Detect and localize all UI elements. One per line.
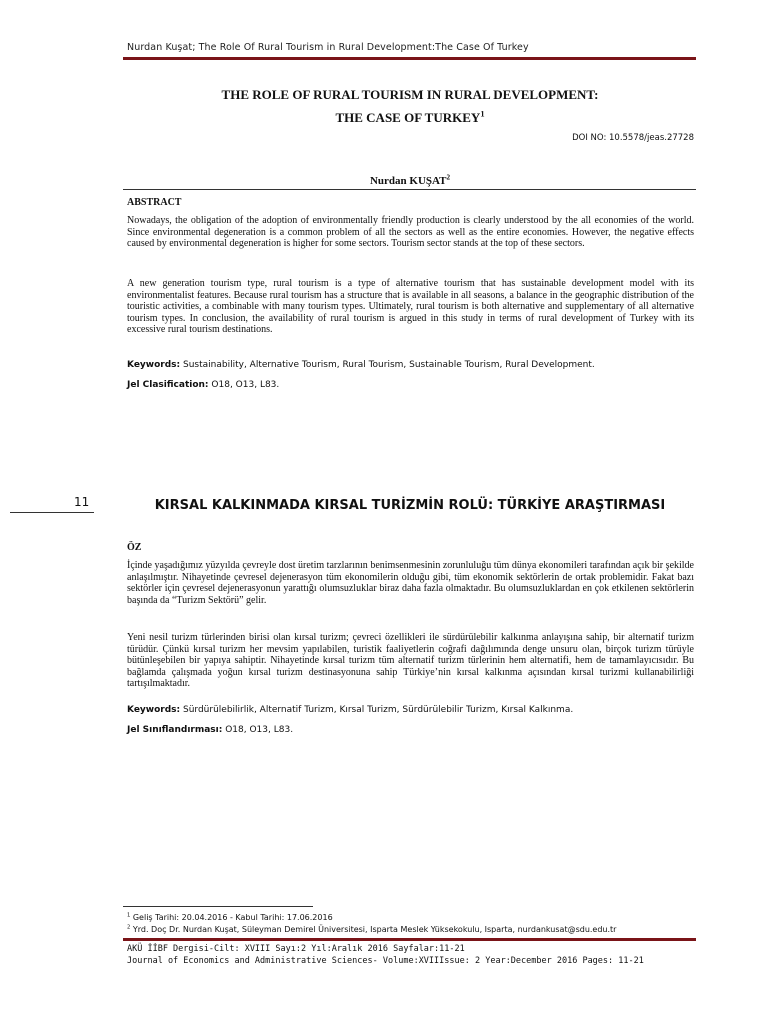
footnote-rule — [123, 906, 313, 907]
paper-title-line-1: THE ROLE OF RURAL TOURISM IN RURAL DEVELOPMENT: — [221, 87, 599, 102]
footnote-2-text: Yrd. Doç Dr. Nurdan Kuşat, Süleyman Demirel Üniversitesi, Isparta Meslek Yüksekokulu, Isparta, nurdankusat@sdu.edu.tr — [132, 925, 617, 934]
jel-text: O18, O13, L83. — [211, 380, 280, 390]
footnote-2 — [127, 925, 616, 934]
author-name — [120, 175, 700, 187]
oz-keywords-text: Sürdürülebilirlik, Alternatif Turizm, Kırsal Turizm, Sürdürülebilir Turizm, Kırsal Kalkınma. — [183, 705, 574, 715]
page-number-rule — [10, 512, 94, 513]
paper-title-line-2 — [120, 110, 700, 126]
abstract-keywords — [127, 360, 694, 370]
footnote-1-mark: 1 — [127, 912, 131, 919]
oz-heading: ÖZ — [127, 542, 142, 553]
author-rule — [123, 189, 696, 190]
author-name-text: Nurdan KUŞAT — [369, 175, 447, 187]
abstract-paragraph-1: Nowadays, the obligation of the adoption of environmentally friendly production is clearly understood by the all economies of the world. Since environmental degeneration is a common problem of all the sectors as well as the entire economies. However, the negative effects caused by environmental degeneration is higher for some sectors. Tourism sector stands at the top of these sectors. — [127, 215, 694, 250]
keywords-label: Keywords: — [127, 360, 181, 370]
journal-line-1: AKÜ İİBF Dergisi-Cilt: XVIII Sayı:2 Yıl:Aralık 2016 Sayfalar:11-21 — [127, 944, 465, 954]
oz-jel — [127, 725, 694, 735]
paper-title-text: THE CASE OF TURKEY — [335, 110, 481, 125]
oz-paragraph-1: İçinde yaşadığımız yüzyılda çevreyle dost üretim tarzlarının benimsenmesinin zorunluluğu tüm dünya ekonomileri tarafından açık bir şekilde anlaşılmıştır. Nihayetinde çevresel dejenerasyon tüm ekonomilerin olduğu gibi, tüm ekonomik sektörlerin de ortak problemidir. Fakat bazı sektörler için çevresel dejenerasyonun yarattığı olumsuzluklar biraz daha fazla olmaktadır. Bu olumsuzluklardan en çok etkilenen sektörlerin başında da “Turizm Sektörü” gelir. — [127, 560, 694, 606]
footnote-1-text: Geliş Tarihi: 20.04.2016 - Kabul Tarihi: 17.06.2016 — [132, 913, 333, 922]
header-rule — [123, 57, 696, 60]
oz-paragraph-2: Yeni nesil turizm türlerinden birisi olan kırsal turizm; çevreci özellikleri ile sürdürülebilir kalkınma anlayışına sahip, bir alternatif turizm türüdür. Çünkü kırsal turizm her mevsim yapılabilen, turistik faaliyetlerin coğrafi dağılımında denge unsuru olan, birçok turizm türüyle bütünleşebilen bir yapıya sahiptir. Nihayetinde kırsal turizm tüm alternatif turizm türlerinin hem alternatifi, hem de tamamlayıcısıdır. Bu bağlamda çalışmada yoğun kırsal turizm destinasyonuna sahip Türkiye’nin kırsal kalkınma açısından kırsal turizmi kullanabilirliği tartışılmaktadır. — [127, 632, 694, 690]
running-header: Nurdan Kuşat; The Role Of Rural Tourism in Rural Development:The Case Of Turkey — [127, 42, 529, 53]
turkish-title: KIRSAL KALKINMADA KIRSAL TURİZMİN ROLÜ: TÜRKİYE ARAŞTIRMASI — [154, 498, 666, 513]
abstract-heading: ABSTRACT — [127, 197, 182, 208]
footnote-1 — [127, 913, 333, 922]
bottom-rule — [123, 938, 696, 941]
oz-keywords — [127, 705, 694, 715]
footnote-2-mark: 2 — [127, 924, 131, 931]
doi-number: DOI NO: 10.5578/jeas.27728 — [572, 133, 694, 143]
oz-keywords-label: Keywords: — [127, 705, 181, 715]
oz-jel-label: Jel Sınıflandırması: — [127, 725, 223, 735]
page-number: 11 — [74, 495, 90, 509]
title-footnote-mark: 1 — [480, 108, 485, 119]
abstract-jel — [127, 380, 694, 390]
oz-jel-text: O18, O13, L83. — [225, 725, 294, 735]
keywords-text: Sustainability, Alternative Tourism, Rural Tourism, Sustainable Tourism, Rural Development. — [183, 360, 595, 370]
author-footnote-mark: 2 — [446, 173, 451, 182]
jel-label: Jel Clasification: — [127, 380, 209, 390]
journal-line-2: Journal of Economics and Administrative Sciences- Volume:XVIIIssue: 2 Year:December 2016 Pages: 11-21 — [127, 956, 644, 966]
abstract-paragraph-2: A new generation tourism type, rural tourism is a type of alternative tourism that has sustainable development model with its environmentalist features. Because rural tourism has a structure that is available in all seasons, a balance in the geographic distribution of the touristic activities, a combinable with many tourism types. Ultimately, rural tourism is both alternative and supplementary of all alternative tourism types. In conclusion, the availability of rural tourism is argued in this study in terms of rural development of Turkey with its excessive rural tourism destinations. — [127, 278, 694, 336]
